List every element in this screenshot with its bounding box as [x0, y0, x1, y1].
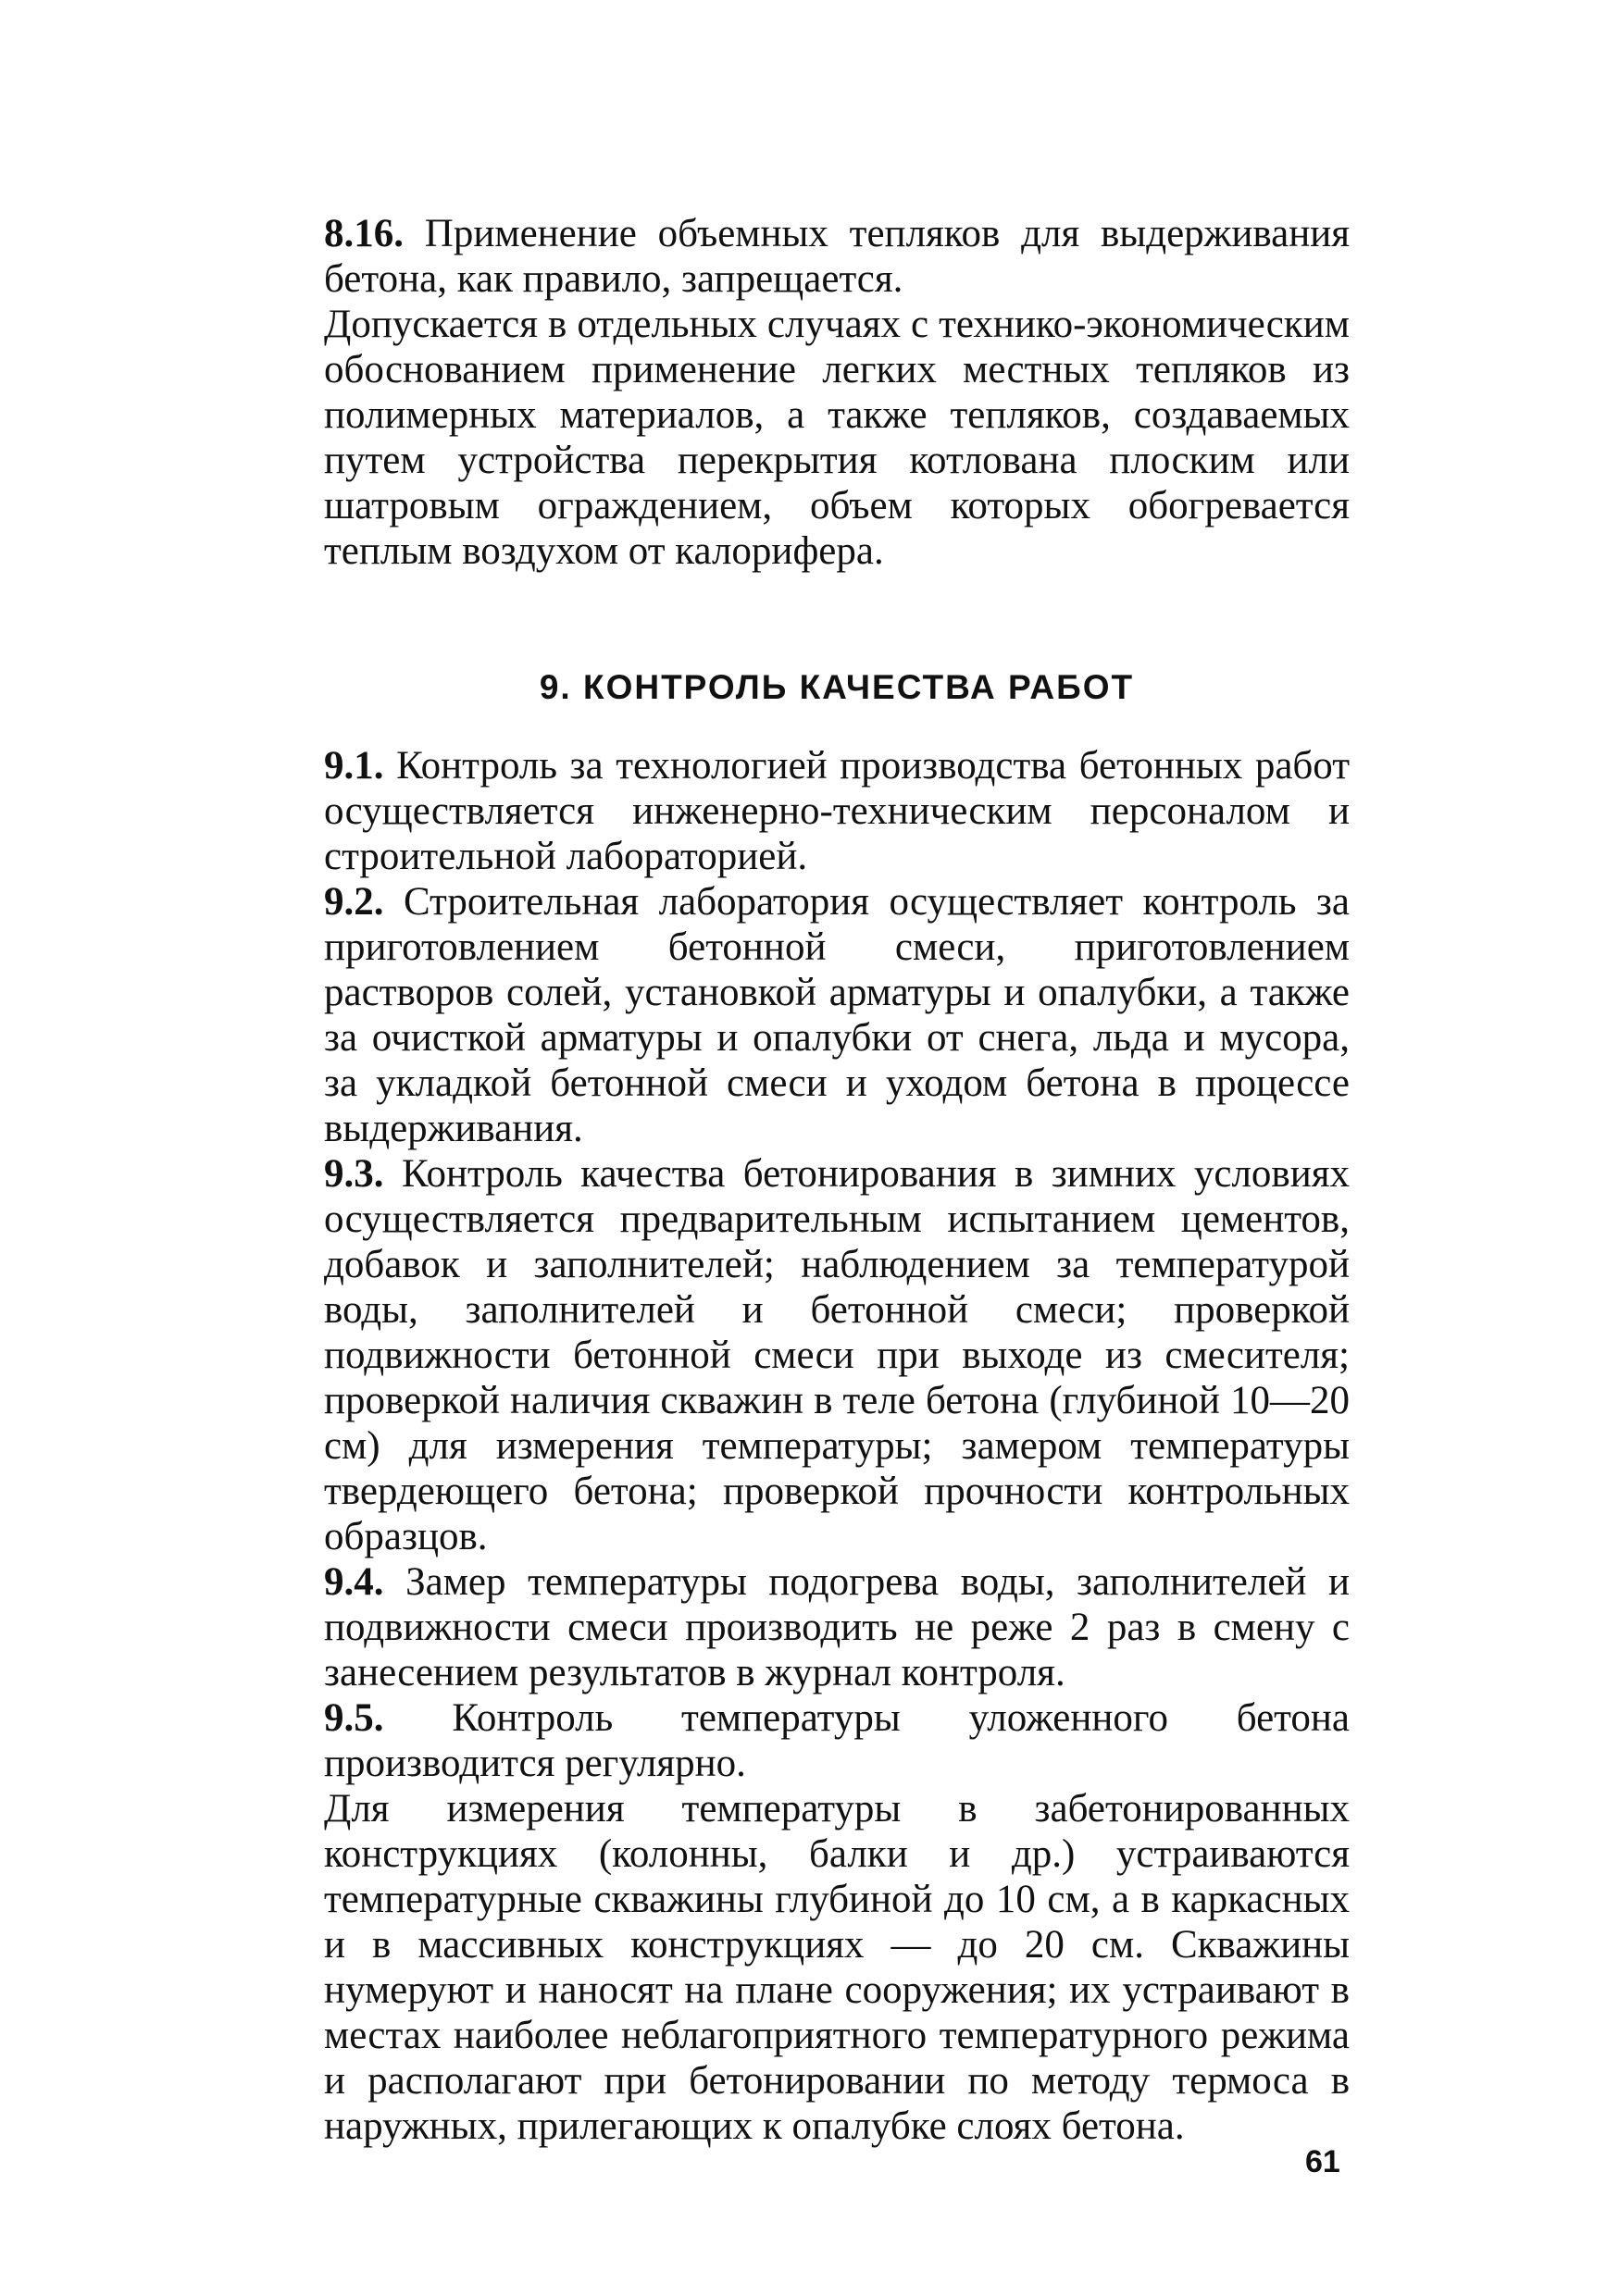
section-spacer: [324, 574, 1350, 664]
paragraph-8-16-continued: [324, 302, 1350, 574]
paragraph-number: 9.5.: [324, 1696, 384, 1740]
page-number: 61: [1305, 2144, 1340, 2179]
paragraph-9-5-continued: [324, 1786, 1350, 2149]
paragraph-number: 9.2.: [324, 880, 384, 924]
heading-spacer: [324, 710, 1350, 743]
paragraph-9-4: [324, 1559, 1350, 1695]
paragraph-text: Строительная лаборатория осуществляет контроль за приготовлением бетонной смеси, приготовлением растворов солей, установкой арматуры и опалубки, а также за очисткой арматуры и опалубки от снега, льда и мусора, за укладкой бетонной смеси и уходом бетона в процессе выдерживания.: [324, 880, 1351, 1150]
paragraph-text: Замер температуры подогрева воды, заполнителей и подвижности смеси производить не реже 2 раз в смену с занесением результатов в журнал контроля.: [324, 1560, 1350, 1694]
paragraph-text: Контроль температуры уложенного бетона производится регулярно.: [324, 1696, 1350, 1785]
paragraph-number: 9.1.: [324, 744, 384, 788]
paragraph-number: 8.16.: [324, 212, 404, 255]
page-body: [324, 211, 1350, 2149]
paragraph-text: Применение объемных тепляков для выдерживания бетона, как правило, запрещается.: [324, 212, 1351, 301]
section-heading: 9. КОНТРОЛЬ КАЧЕСТВА РАБОТ: [539, 668, 1135, 706]
paragraph-9-3: [324, 1151, 1350, 1559]
paragraph-text: Контроль за технологией производства бетонных работ осуществляется инженерно-техническим персоналом и строительной лабораторией.: [324, 744, 1351, 878]
paragraph-text: Контроль качества бетонирования в зимних условиях осуществляется предварительным испытанием цементов, добавок и заполнителей; наблюдением за температурой воды, заполнителей и бетонной смеси; проверкой подвижности бетонной смеси при выходе из смесителя; проверкой наличия скважин в теле бетона (глубиной 10—20 см) для измерения температуры; замером температуры твердеющего бетона; проверкой прочности контрольных образцов.: [324, 1152, 1350, 1558]
paragraph-number: 9.3.: [324, 1152, 384, 1196]
paragraph-text: Для измерения температуры в забетонированных конструкциях (колонны, балки и др.) устраиваются температурные скважины глубиной до 10 см, а в каркасных и в массивных конструкциях — до 20 см. Скважины нумеруют и наносят на плане сооружения; их устраивают в местах наиболее неблагоприятного температурного режима и располагают при бетонировании по методу термоса в наружных, прилегающих к опалубке слоях бетона.: [324, 1787, 1350, 2148]
paragraph-9-2: [324, 879, 1350, 1151]
paragraph-9-1: [324, 743, 1350, 879]
paragraph-8-16: [324, 211, 1350, 302]
paragraph-text: Допускается в отдельных случаях с технико-экономическим обоснованием применение легких местных тепляков из полимерных материалов, а также тепляков, создаваемых путем устройства перекрытия котлована плоским или шатровым ограждением, объем которых обогревается теплым воздухом от калорифера.: [324, 303, 1350, 573]
paragraph-9-5: [324, 1695, 1350, 1786]
paragraph-number: 9.4.: [324, 1560, 384, 1604]
